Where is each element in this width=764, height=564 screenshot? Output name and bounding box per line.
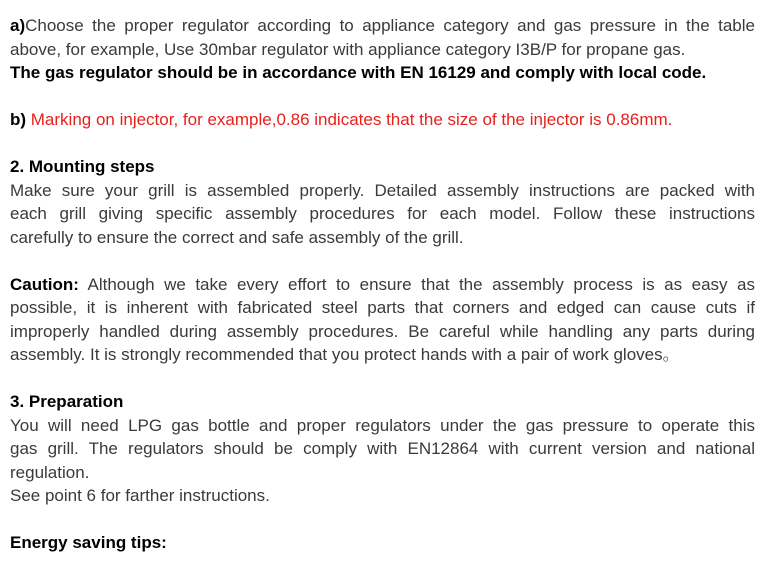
spacer: [10, 249, 755, 273]
caution-line-3: improperly handled during assembly procedures. Be careful while handling any parts during: [10, 321, 755, 341]
section-a-line-3: The gas regulator should be in accordance with EN 16129 and comply with local code.: [10, 63, 707, 82]
caution-text-1: Although we take every effort to ensure that the assembly process is as easy as: [78, 274, 755, 294]
spacer: [10, 132, 755, 156]
section-a-text-1: Choose the proper regulator according to appliance category and gas pressure in the table: [25, 16, 755, 35]
preparation-line-3: regulation.: [10, 462, 90, 482]
mounting-heading: 2. Mounting steps: [10, 157, 155, 176]
mounting-line-1: Make sure your grill is assembled properly. Detailed assembly instructions are packed with: [10, 180, 755, 200]
preparation-line-1: You will need LPG gas bottle and proper regulators under the gas pressure to operate this: [10, 415, 755, 435]
spacer: [10, 508, 755, 532]
section-b-line: [10, 108, 755, 132]
section-a-line-1: [10, 14, 755, 38]
section-a-prefix: a): [10, 16, 26, 35]
caution-label: Caution:: [10, 274, 79, 294]
mounting-line-2: each grill giving specific assembly procedures for each model. Follow these instructions: [10, 204, 755, 223]
spacer: [10, 367, 755, 391]
section-b-prefix: b): [10, 110, 27, 129]
section-a-line-2: above, for example, Use 30mbar regulator with appliance category I3B/P for propane gas.: [10, 39, 686, 59]
preparation-line-2: gas grill. The regulators should be comply with EN12864 with current version and national: [10, 439, 755, 458]
document-page: [10, 14, 755, 555]
caution-line-1: [10, 273, 755, 297]
mounting-line-3: carefully to ensure the correct and safe assembly of the grill.: [10, 227, 464, 247]
preparation-line-4: See point 6 for farther instructions.: [10, 486, 270, 505]
section-b-text: Marking on injector, for example,0.86 indicates that the size of the injector is 0.86mm.: [26, 110, 673, 129]
preparation-heading: 3. Preparation: [10, 392, 124, 411]
caution-line-4: assembly. It is strongly recommended that you protect hands with a pair of work gloves。: [10, 345, 680, 364]
energy-heading: Energy saving tips:: [10, 533, 167, 552]
caution-line-2: possible, it is inherent with fabricated steel parts that corners and edged can cause cuts if: [10, 298, 755, 317]
spacer: [10, 85, 755, 109]
